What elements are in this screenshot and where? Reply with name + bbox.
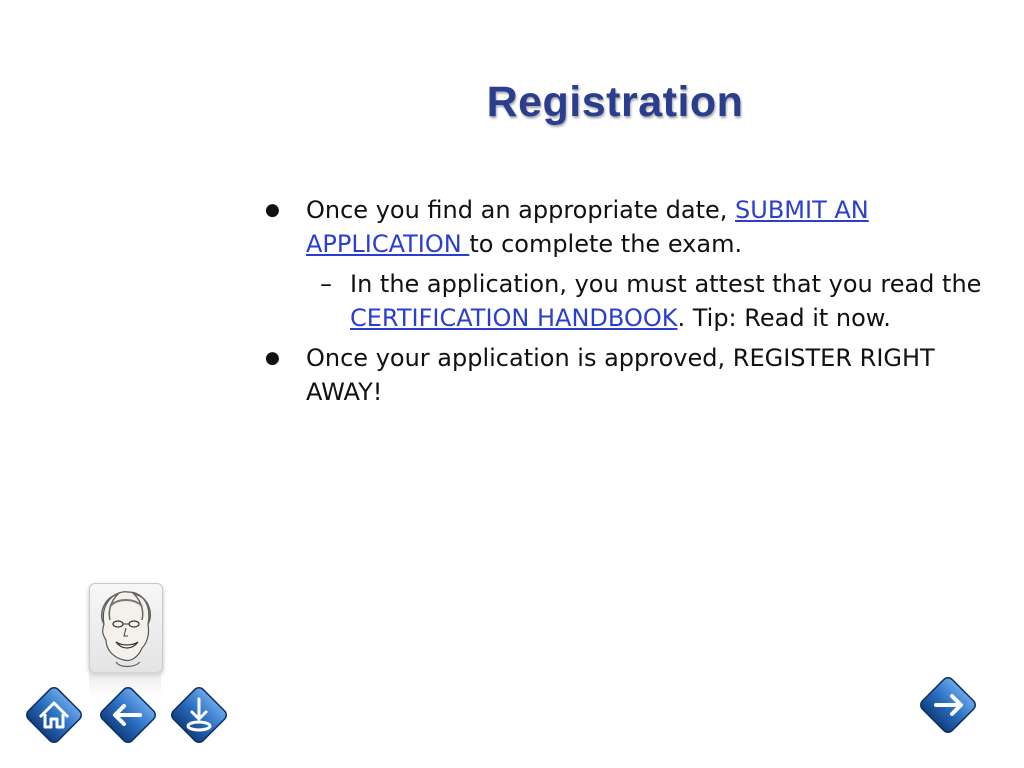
sub-bullet-dash: – [320, 270, 332, 298]
sub-bullet-text-before: In the application, you must attest that you read the [350, 270, 982, 298]
bullet-dot: ● [265, 200, 280, 220]
submit-application-link[interactable]: SUBMIT AN APPLICATION [306, 196, 869, 258]
sub-bullet-text-after: . Tip: Read it now. [677, 304, 891, 332]
bullet-2-text: Once your application is approved, REGISTER RIGHT AWAY! [306, 344, 935, 406]
bullet-item-2 [262, 341, 982, 409]
sub-bullet-item [262, 267, 982, 335]
back-button[interactable] [94, 681, 162, 749]
slide-title: Registration [486, 78, 744, 126]
bullet-dot: ● [265, 348, 280, 368]
bullet-item-1 [262, 193, 982, 261]
slide-body [262, 193, 982, 415]
certification-handbook-link[interactable]: CERTIFICATION HANDBOOK [350, 304, 678, 332]
bullet-1-text-after: to complete the exam. [469, 230, 743, 258]
presenter-avatar [89, 583, 163, 673]
bullet-1-text-before: Once you find an appropriate date, [306, 196, 736, 224]
home-button[interactable] [20, 681, 88, 749]
next-button[interactable] [914, 671, 982, 739]
caricature-face-icon [90, 584, 162, 672]
download-button[interactable] [165, 681, 233, 749]
